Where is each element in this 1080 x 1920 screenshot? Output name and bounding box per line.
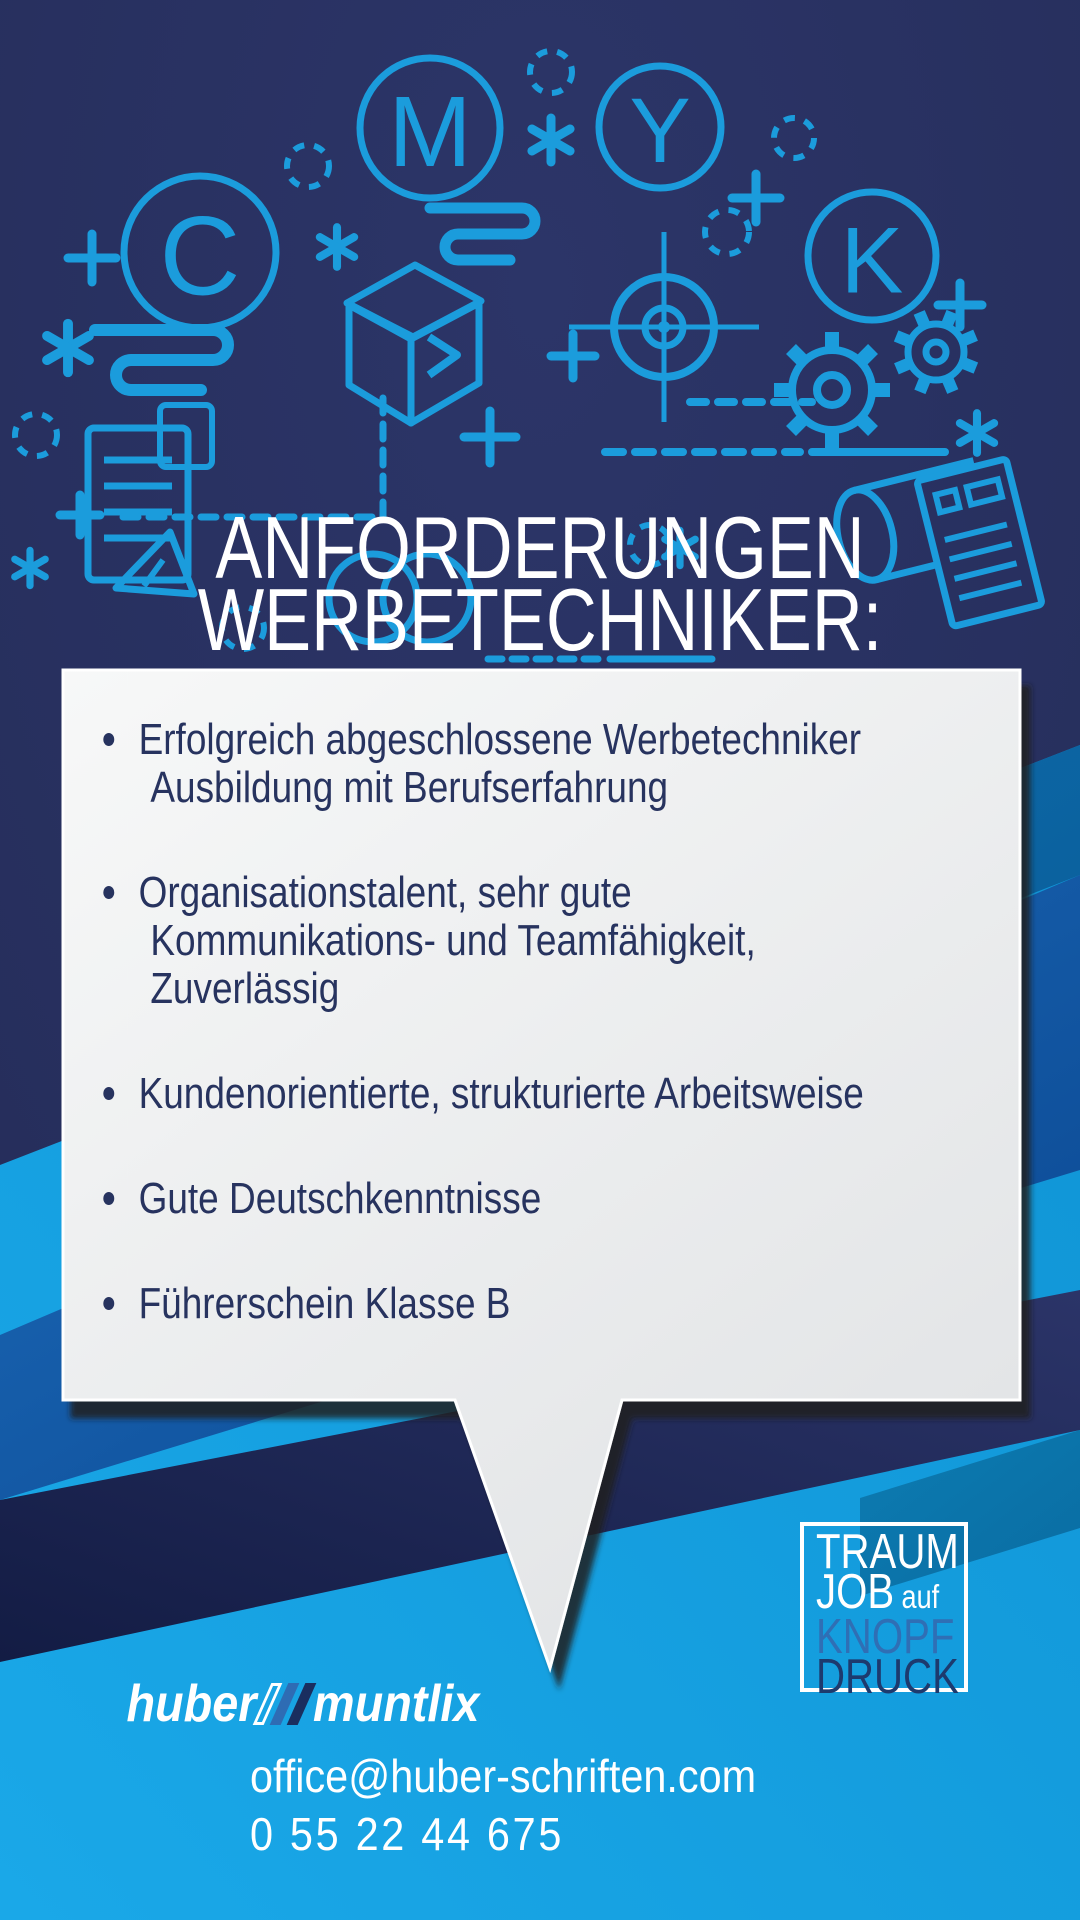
cmyk-letter-c: C xyxy=(159,193,241,319)
cmyk-letter-k: K xyxy=(840,207,904,313)
stamp-word-knopf: KNOPF xyxy=(816,1610,955,1664)
slogan-stamp xyxy=(800,1522,968,1704)
company-logo xyxy=(112,1675,498,1733)
headline xyxy=(108,498,972,669)
logo-word-muntlix: muntlix xyxy=(313,1675,480,1733)
stamp-word-auf: auf xyxy=(901,1578,940,1615)
logo-slashes-icon xyxy=(259,1683,310,1725)
headline-line-2: WERBETECHNIKER: xyxy=(197,570,883,669)
cmyk-letter-m: M xyxy=(388,76,472,188)
requirements-list xyxy=(100,716,1003,1328)
list-item xyxy=(100,1175,1003,1223)
stamp-word-druck: DRUCK xyxy=(816,1650,959,1704)
contact-email: office@huber-schriften.com xyxy=(250,1750,757,1802)
requirement-text: Kundenorientierte, strukturierte Arbeitsweise xyxy=(138,1069,864,1118)
requirement-text: Kommunikations- und Teamfähigkeit, xyxy=(150,916,756,965)
requirement-text: Organisationstalent, sehr gute xyxy=(138,868,632,917)
requirement-text: Gute Deutschkenntnisse xyxy=(138,1174,542,1223)
requirement-text: Ausbildung mit Berufserfahrung xyxy=(150,763,669,812)
requirement-text: Zuverlässig xyxy=(150,964,340,1013)
list-item xyxy=(100,1070,1003,1118)
contact-block xyxy=(250,1750,812,1860)
list-item xyxy=(100,1280,1003,1328)
requirement-text: Führerschein Klasse B xyxy=(138,1279,511,1328)
list-item xyxy=(100,869,1003,1013)
requirement-text: Erfolgreich abgeschlossene Werbetechniker xyxy=(138,715,862,764)
list-item xyxy=(100,716,1003,812)
contact-phone: 0 55 22 44 675 xyxy=(250,1808,565,1860)
logo-word-huber: huber xyxy=(126,1675,257,1733)
cmyk-letter-y: Y xyxy=(629,80,691,182)
stamp-word-job: JOB xyxy=(816,1565,895,1619)
headline-line-1: ANFORDERUNGEN xyxy=(215,498,865,597)
stamp-word-traum: TRAUM xyxy=(816,1525,959,1579)
requirements-panel xyxy=(63,670,1020,1400)
